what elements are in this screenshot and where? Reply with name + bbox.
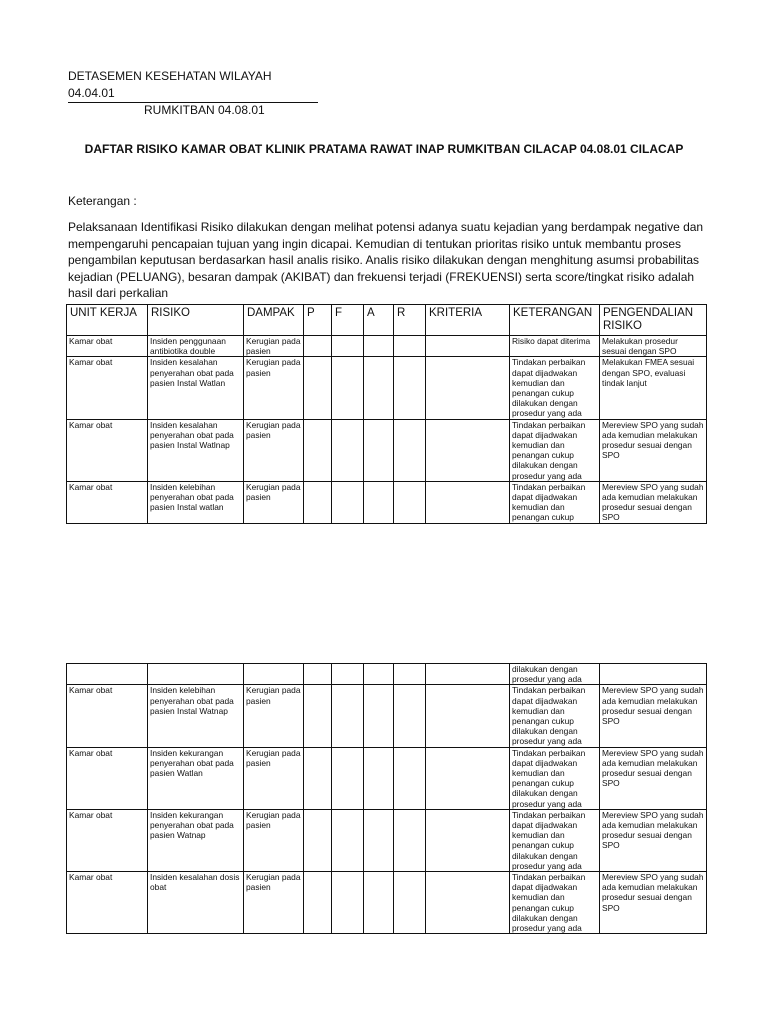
- cell-f: [332, 664, 364, 685]
- cell-dampak: Kerugian pada pasien: [244, 481, 304, 523]
- cell-pengendalian-risiko: Mereview SPO yang sudah ada kemudian melakukan prosedur sesuai dengan SPO: [600, 685, 707, 747]
- cell-p: [304, 664, 332, 685]
- cell-unit-kerja: Kamar obat: [67, 685, 148, 747]
- cell-f: [332, 336, 364, 357]
- header-dampak: DAMPAK: [244, 305, 304, 336]
- cell-pengendalian-risiko: Melakukan prosedur sesuai dengan SPO: [600, 336, 707, 357]
- table-row: [67, 747, 707, 809]
- cell-unit-kerja: Kamar obat: [67, 747, 148, 809]
- cell-pengendalian-risiko: [600, 664, 707, 685]
- risk-table-page-2: [66, 663, 707, 934]
- table-row: [67, 872, 707, 934]
- cell-p: [304, 419, 332, 481]
- cell-f: [332, 419, 364, 481]
- keterangan-label: Keterangan :: [68, 194, 137, 208]
- table-row: [67, 664, 707, 685]
- cell-dampak: Kerugian pada pasien: [244, 872, 304, 934]
- cell-risiko: Insiden kesalahan penyerahan obat pada pasien Instal Watlan: [148, 357, 244, 419]
- cell-p: [304, 357, 332, 419]
- cell-risiko: Insiden kesalahan dosis obat: [148, 872, 244, 934]
- cell-kriteria: [426, 357, 510, 419]
- cell-f: [332, 481, 364, 523]
- cell-kriteria: [426, 664, 510, 685]
- cell-r: [394, 357, 426, 419]
- cell-risiko: Insiden kelebihan penyerahan obat pada pasien Instal watlan: [148, 481, 244, 523]
- cell-r: [394, 481, 426, 523]
- keterangan-body: Pelaksanaan Identifikasi Risiko dilakukan dengan melihat potensi adanya suatu kejadian yang berdampak negative dan mempengaruhi pencapaian tujuan yang ingin dicapai. Kemudian di tentukan prioritas risiko untuk membantu proses pengambilan keputusan berdasarkan hasil analis risiko. Analis risiko dilakukan dengan menghitung asumsi probabilitas kejadian (PELUANG), besaran dampak (AKIBAT) dan frekuensi terjadi (FREKUENSI) serta score/tingkat risiko adalah hasil dari perkalian: [68, 220, 704, 300]
- table-row: [67, 809, 707, 871]
- cell-keterangan: Risiko dapat diterima: [510, 336, 600, 357]
- cell-p: [304, 336, 332, 357]
- header-keterangan: KETERANGAN: [510, 305, 600, 336]
- cell-f: [332, 357, 364, 419]
- cell-keterangan: Tindakan perbaikan dapat dijadwakan kemudian dan penangan cukup dilakukan dengan prosedur yang ada: [510, 357, 600, 419]
- cell-pengendalian-risiko: Mereview SPO yang sudah ada kemudian melakukan prosedur sesuai dengan SPO: [600, 747, 707, 809]
- cell-risiko: Insiden kekurangan penyerahan obat pada pasien Watnap: [148, 809, 244, 871]
- cell-unit-kerja: [67, 664, 148, 685]
- cell-dampak: Kerugian pada pasien: [244, 336, 304, 357]
- cell-keterangan: Tindakan perbaikan dapat dijadwakan kemudian dan penangan cukup dilakukan dengan prosedur yang ada: [510, 419, 600, 481]
- header-unit-kerja: UNIT KERJA: [67, 305, 148, 336]
- cell-keterangan: Tindakan perbaikan dapat dijadwakan kemudian dan penangan cukup dilakukan dengan prosedur yang ada: [510, 747, 600, 809]
- cell-dampak: Kerugian pada pasien: [244, 419, 304, 481]
- cell-kriteria: [426, 419, 510, 481]
- cell-a: [364, 336, 394, 357]
- cell-r: [394, 336, 426, 357]
- cell-dampak: Kerugian pada pasien: [244, 809, 304, 871]
- header-f: F: [332, 305, 364, 336]
- cell-f: [332, 747, 364, 809]
- table-row: [67, 481, 707, 523]
- cell-pengendalian-risiko: Mereview SPO yang sudah ada kemudian melakukan prosedur sesuai dengan SPO: [600, 419, 707, 481]
- header-risiko: RISIKO: [148, 305, 244, 336]
- cell-keterangan: Tindakan perbaikan dapat dijadwakan kemudian dan penangan cukup: [510, 481, 600, 523]
- table-row: [67, 336, 707, 357]
- cell-unit-kerja: Kamar obat: [67, 481, 148, 523]
- document-header: [68, 68, 318, 119]
- cell-kriteria: [426, 336, 510, 357]
- cell-risiko: [148, 664, 244, 685]
- cell-p: [304, 481, 332, 523]
- cell-p: [304, 809, 332, 871]
- cell-risiko: Insiden kesalahan penyerahan obat pada pasien Instal Watlnap: [148, 419, 244, 481]
- cell-unit-kerja: Kamar obat: [67, 357, 148, 419]
- cell-dampak: [244, 664, 304, 685]
- cell-unit-kerja: Kamar obat: [67, 336, 148, 357]
- table-row: [67, 419, 707, 481]
- cell-p: [304, 685, 332, 747]
- cell-pengendalian-risiko: Mereview SPO yang sudah ada kemudian melakukan prosedur sesuai dengan SPO: [600, 481, 707, 523]
- header-underline: [68, 102, 318, 103]
- cell-kriteria: [426, 685, 510, 747]
- header-r: R: [394, 305, 426, 336]
- header-line-2: RUMKITBAN 04.08.01: [144, 103, 265, 117]
- cell-dampak: Kerugian pada pasien: [244, 747, 304, 809]
- cell-a: [364, 809, 394, 871]
- cell-risiko: Insiden kelebihan penyerahan obat pada pasien Instal Watnap: [148, 685, 244, 747]
- cell-r: [394, 664, 426, 685]
- cell-unit-kerja: Kamar obat: [67, 872, 148, 934]
- cell-p: [304, 747, 332, 809]
- cell-a: [364, 664, 394, 685]
- header-p: P: [304, 305, 332, 336]
- cell-kriteria: [426, 809, 510, 871]
- header-pengendalian-risiko: PENGENDALIAN RISIKO: [600, 305, 707, 336]
- cell-keterangan: Tindakan perbaikan dapat dijadwakan kemudian dan penangan cukup dilakukan dengan prosedur yang ada: [510, 809, 600, 871]
- cell-a: [364, 872, 394, 934]
- cell-pengendalian-risiko: Mereview SPO yang sudah ada kemudian melakukan prosedur sesuai dengan SPO: [600, 809, 707, 871]
- cell-r: [394, 809, 426, 871]
- cell-dampak: Kerugian pada pasien: [244, 685, 304, 747]
- cell-a: [364, 357, 394, 419]
- cell-a: [364, 419, 394, 481]
- cell-kriteria: [426, 481, 510, 523]
- cell-keterangan: Tindakan perbaikan dapat dijadwakan kemudian dan penangan cukup dilakukan dengan prosedur yang ada: [510, 685, 600, 747]
- document-title: DAFTAR RISIKO KAMAR OBAT KLINIK PRATAMA RAWAT INAP RUMKITBAN CILACAP 04.08.01 CILACAP: [84, 142, 684, 156]
- cell-r: [394, 685, 426, 747]
- risk-table-page-1: [66, 304, 707, 524]
- cell-dampak: Kerugian pada pasien: [244, 357, 304, 419]
- table-row: [67, 685, 707, 747]
- header-line-1: DETASEMEN KESEHATAN WILAYAH 04.04.01: [68, 69, 272, 100]
- cell-pengendalian-risiko: Mereview SPO yang sudah ada kemudian melakukan prosedur sesuai dengan SPO: [600, 872, 707, 934]
- header-kriteria: KRITERIA: [426, 305, 510, 336]
- cell-kriteria: [426, 747, 510, 809]
- cell-p: [304, 872, 332, 934]
- cell-unit-kerja: Kamar obat: [67, 809, 148, 871]
- cell-a: [364, 747, 394, 809]
- cell-kriteria: [426, 872, 510, 934]
- cell-r: [394, 419, 426, 481]
- cell-a: [364, 481, 394, 523]
- table-header-row: [67, 305, 707, 336]
- cell-f: [332, 809, 364, 871]
- cell-f: [332, 685, 364, 747]
- cell-risiko: Insiden kekurangan penyerahan obat pada pasien Watlan: [148, 747, 244, 809]
- cell-r: [394, 747, 426, 809]
- cell-a: [364, 685, 394, 747]
- cell-keterangan: Tindakan perbaikan dapat dijadwakan kemudian dan penangan cukup dilakukan dengan prosedur yang ada: [510, 872, 600, 934]
- cell-unit-kerja: Kamar obat: [67, 419, 148, 481]
- cell-keterangan: dilakukan dengan prosedur yang ada: [510, 664, 600, 685]
- cell-r: [394, 872, 426, 934]
- cell-f: [332, 872, 364, 934]
- cell-risiko: Insiden penggunaan antibiotika double: [148, 336, 244, 357]
- header-a: A: [364, 305, 394, 336]
- table-row: [67, 357, 707, 419]
- cell-pengendalian-risiko: Melakukan FMEA sesuai dengan SPO, evaluasi tindak lanjut: [600, 357, 707, 419]
